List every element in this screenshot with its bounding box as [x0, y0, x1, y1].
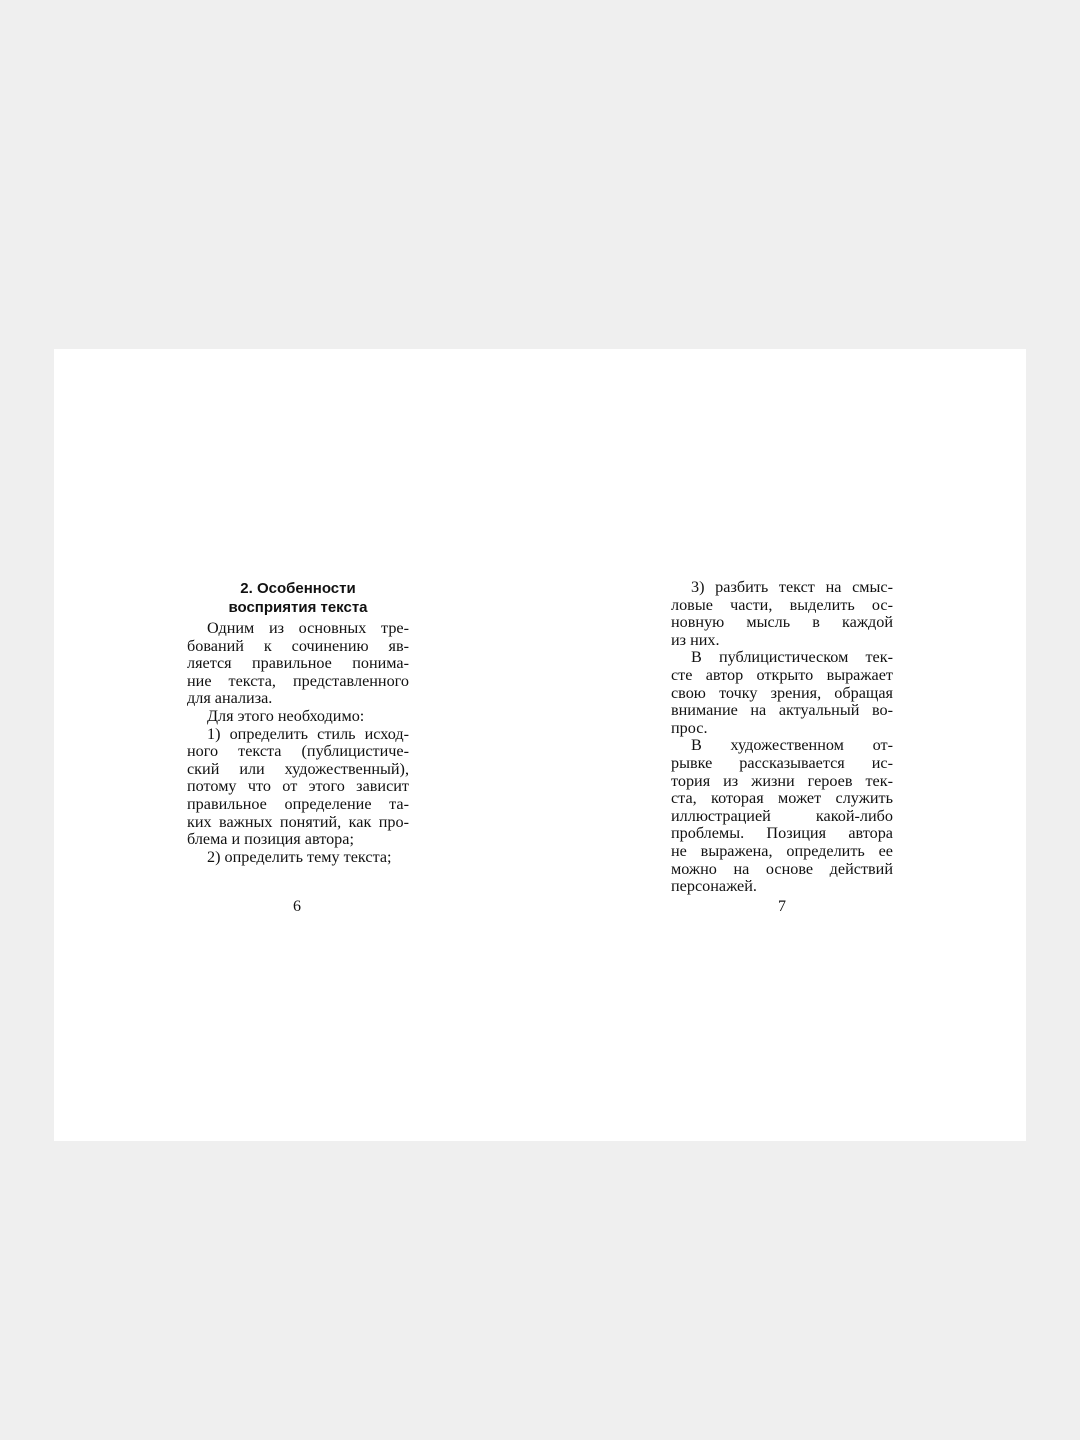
- section-heading-line-2: восприятия текста: [228, 599, 368, 616]
- left-page: [187, 579, 409, 866]
- text-line: ного текста (публицистиче-: [187, 742, 409, 761]
- text-line: сте автор открыто выражает: [671, 665, 893, 684]
- text-line: прос.: [671, 718, 708, 737]
- text-line: ский или художественный),: [187, 759, 409, 778]
- text-line: В художественном от-: [691, 736, 893, 755]
- text-line: 3) разбить текст на смыс-: [691, 578, 893, 596]
- text-line: 1) определить стиль исход-: [207, 724, 409, 743]
- book-spread: [54, 349, 1026, 1141]
- text-line: рывке рассказывается ис-: [671, 753, 893, 772]
- text-line: бований к сочинению яв-: [187, 636, 409, 655]
- text-line: потому что от этого зависит: [187, 777, 409, 796]
- text-line: блема и позиция автора;: [187, 830, 354, 849]
- text-line: иллюстрацией какой-либо: [671, 806, 893, 825]
- text-line: ловые части, выделить ос-: [671, 595, 893, 614]
- text-line: тория из жизни героев тек-: [671, 771, 893, 790]
- text-line: свою точку зрения, обращая: [671, 683, 893, 702]
- text-line: можно на основе действий: [671, 859, 893, 878]
- text-line: персонажей.: [671, 877, 757, 896]
- text-line: проблемы. Позиция автора: [671, 824, 893, 843]
- page-number-right: 7: [778, 898, 786, 915]
- right-page: [671, 579, 893, 896]
- text-line: Одним из основных тре-: [207, 619, 409, 637]
- text-line: ста, которая может служить: [671, 789, 893, 808]
- text-line: В публицистическом тек-: [691, 648, 893, 667]
- text-line: 2) определить тему текста;: [207, 847, 392, 866]
- text-line: Для этого необходимо:: [207, 706, 365, 725]
- text-line: не выражена, определить ее: [671, 841, 893, 860]
- text-line: ние текста, представленного: [187, 671, 409, 690]
- section-heading-line-1: 2. Особенности: [240, 580, 356, 597]
- page-number-left: 6: [293, 898, 301, 915]
- section-heading: [187, 579, 409, 617]
- text-line: из них.: [671, 630, 720, 649]
- text-line: правильное определение та-: [187, 794, 409, 813]
- text-line: ких важных понятий, как про-: [187, 812, 409, 831]
- text-line: для анализа.: [187, 689, 273, 708]
- text-line: новную мысль в каждой: [671, 613, 893, 632]
- text-line: ляется правильное понима-: [187, 654, 409, 673]
- text-line: внимание на актуальный во-: [671, 701, 893, 720]
